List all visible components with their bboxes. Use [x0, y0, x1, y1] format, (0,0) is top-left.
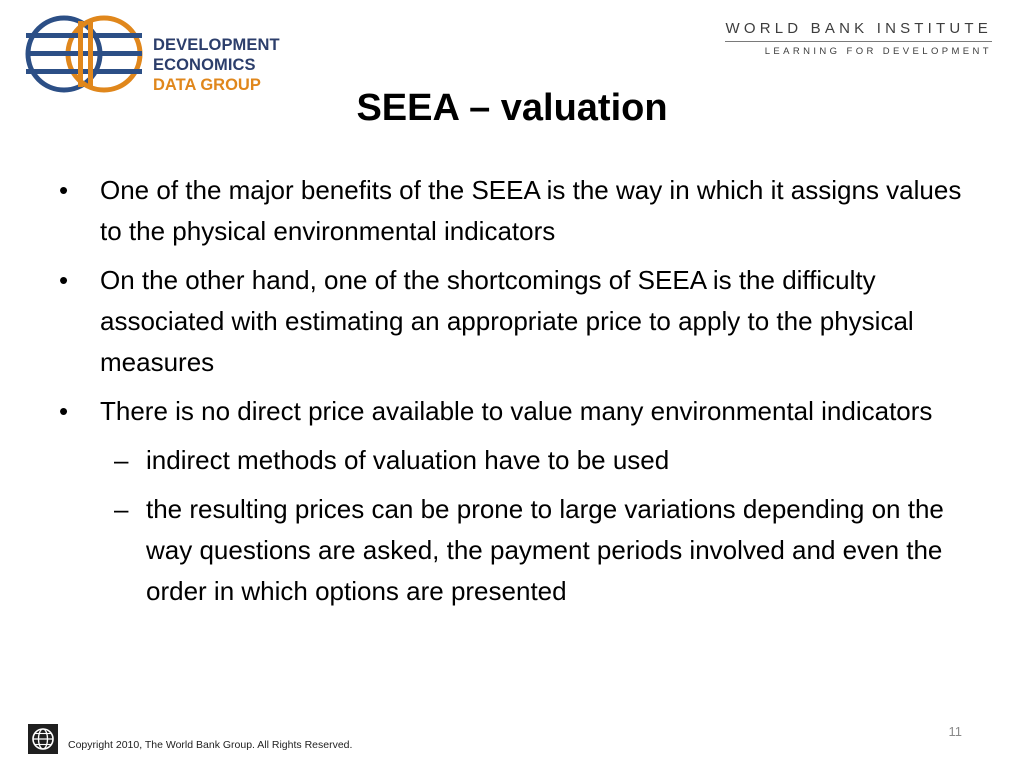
- bullet-item: [0, 170, 970, 252]
- sub-bullet-item: [0, 440, 966, 481]
- world-bank-institute-logo: [725, 20, 992, 58]
- development-economics-logo: [22, 13, 352, 95]
- bullet-marker: •: [59, 175, 69, 205]
- bullet-text: One of the major benefits of the SEEA is the way in which it assigns values to the physical environmental indicators: [100, 175, 962, 246]
- sub-bullet-marker: –: [114, 445, 129, 475]
- bullet-text: There is no direct price available to value many environmental indicators: [100, 396, 933, 426]
- sub-bullet-marker: –: [114, 494, 129, 524]
- logo-line-1: DEVELOPMENT ECONOMICS: [153, 36, 280, 74]
- globe-rings-icon: [22, 13, 152, 95]
- org-divider: [725, 41, 992, 42]
- org-name: WORLD BANK INSTITUTE: [725, 20, 992, 37]
- org-tagline: LEARNING FOR DEVELOPMENT: [764, 46, 992, 57]
- sub-bullet-text: the resulting prices can be prone to large variations depending on the way questions are asked, the payment periods involved and even the order in which options are presented: [146, 494, 944, 606]
- slide-title: SEEA – valuation: [356, 87, 668, 129]
- bullet-item: [0, 391, 970, 432]
- page-number: 11: [948, 724, 962, 739]
- copyright-text: Copyright 2010, The World Bank Group. All Rights Reserved.: [68, 739, 353, 751]
- bullet-marker: •: [59, 265, 69, 295]
- bullet-text: On the other hand, one of the shortcomings of SEEA is the difficulty associated with estimating an appropriate price to apply to the physical measures: [100, 265, 914, 377]
- sub-bullet-item: [0, 489, 966, 612]
- bullet-marker: •: [59, 396, 69, 426]
- sub-bullet-text: indirect methods of valuation have to be used: [146, 445, 670, 475]
- world-bank-globe-icon: [28, 724, 58, 754]
- bullet-item: [0, 260, 970, 383]
- bullet-list: [0, 170, 1024, 620]
- logo-line-2: DATA GROUP: [153, 76, 261, 94]
